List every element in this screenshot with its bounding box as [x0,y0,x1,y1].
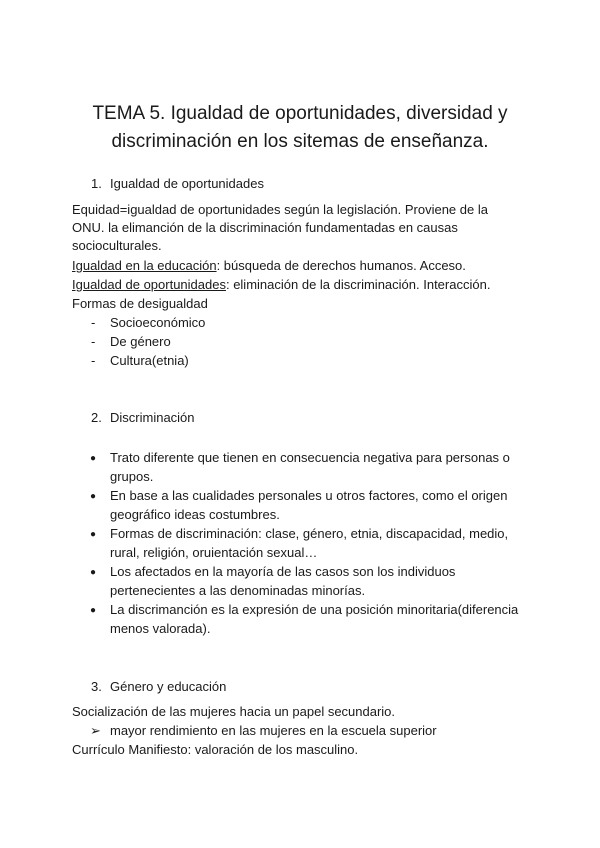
list-item-line: pertenecientes a las denominadas minorías. [110,583,366,598]
bullet-icon: ● [90,605,97,616]
paragraph-line: ONU. la elimanción de la discriminación fundamentadas en causas [72,220,458,235]
bullet-icon: ● [90,453,97,464]
title-line-1: TEMA 5. Igualdad de oportunidades, diversidad y [92,103,508,124]
paragraph-line: socioculturales. [72,238,162,253]
underlined-term: Igualdad de oportunidades [72,277,226,292]
list-item-line: Trato diferente que tienen en consecuencia negativa para personas o [110,450,510,465]
list-item: De género [110,334,171,349]
paragraph-line: Formas de desigualdad [72,296,208,311]
dash-marker: - [91,353,96,368]
term-description: : eliminación de la discriminación. Interacción. [225,277,491,292]
underlined-term: Igualdad en la educación [72,258,217,273]
list-item-line: En base a las cualidades personales u otros factores, como el origen [110,488,508,503]
list-item-line: La discrimanción es la expresión de una posición minoritaria(diferencia [110,602,519,617]
section-2-heading: Discriminación [110,410,195,425]
list-item-line: geográfico ideas costumbres. [110,507,280,522]
paragraph-line [72,256,466,275]
list-item: mayor rendimiento en las mujeres en la escuela superior [110,723,437,738]
arrow-bullet-icon: ➢ [90,723,101,738]
list-item-line: grupos. [110,469,154,484]
document-title [60,100,540,156]
bullet-icon: ● [90,529,97,540]
paragraph-line: Equidad=igualdad de oportunidades según la legislación. Proviene de la [72,202,488,217]
term-description: : búsqueda de derechos humanos. Acceso. [216,258,466,273]
section-3-heading: Género y educación [110,679,227,694]
section-1-heading: Igualdad de oportunidades [110,176,264,191]
list-item: Socioeconómico [110,315,206,330]
bullet-icon: ● [90,491,97,502]
paragraph-line [72,275,490,294]
section-1-number: 1. [91,176,102,191]
list-item-line: menos valorada). [110,621,211,636]
list-item-line: rural, religión, oruientación sexual… [110,545,318,560]
paragraph-line: Currículo Manifiesto: valoración de los masculino. [72,742,359,757]
list-item: Cultura(etnia) [110,353,189,368]
bullet-icon: ● [90,567,97,578]
dash-marker: - [91,334,96,349]
section-2-number: 2. [91,410,102,425]
list-item-line: Los afectados en la mayoría de las casos son los individuos [110,564,456,579]
title-line-2: discriminación en los sitemas de enseñanza. [111,131,489,152]
section-3-number: 3. [91,679,102,694]
dash-marker: - [91,315,96,330]
paragraph-line: Socialización de las mujeres hacia un papel secundario. [72,704,396,719]
list-item-line: Formas de discriminación: clase, género, etnia, discapacidad, medio, [110,526,509,541]
